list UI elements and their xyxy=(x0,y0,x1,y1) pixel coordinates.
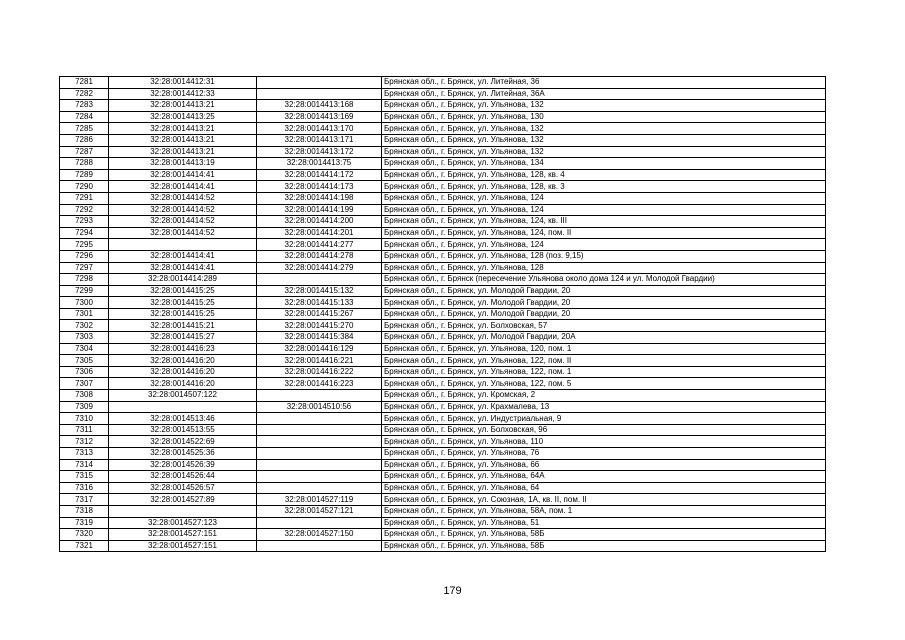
address-cell: Брянская обл., г. Брянск, ул. Ульянова, 124, кв. III xyxy=(382,216,826,228)
address-cell: Брянская обл., г. Брянск, ул. Крахмалева, 13 xyxy=(382,401,826,413)
row-number-cell: 7285 xyxy=(60,123,109,135)
land-cadastral-number-cell: 32:28:0014527:151 xyxy=(109,540,257,552)
object-cadastral-number-cell xyxy=(257,540,382,552)
address-cell: Брянская обл., г. Брянск, ул. Ульянова, 64А xyxy=(382,471,826,483)
address-cell: Брянская обл., г. Брянск, ул. Ульянова, 132 xyxy=(382,123,826,135)
row-number-cell: 7319 xyxy=(60,517,109,529)
land-cadastral-number-cell: 32:28:0014416:20 xyxy=(109,366,257,378)
land-cadastral-number-cell: 32:28:0014414:52 xyxy=(109,216,257,228)
table-row xyxy=(60,192,826,204)
table-row xyxy=(60,262,826,274)
row-number-cell: 7292 xyxy=(60,204,109,216)
object-cadastral-number-cell: 32:28:0014413:169 xyxy=(257,111,382,123)
address-cell: Брянская обл., г. Брянск, ул. Ульянова, 58А, пом. 1 xyxy=(382,505,826,517)
land-cadastral-number-cell: 32:28:0014525:36 xyxy=(109,448,257,460)
land-cadastral-number-cell: 32:28:0014413:21 xyxy=(109,134,257,146)
row-number-cell: 7287 xyxy=(60,146,109,158)
table-row xyxy=(60,517,826,529)
land-cadastral-number-cell: 32:28:0014415:25 xyxy=(109,308,257,320)
table-row xyxy=(60,413,826,425)
object-cadastral-number-cell: 32:28:0014527:121 xyxy=(257,505,382,517)
row-number-cell: 7301 xyxy=(60,308,109,320)
row-number-cell: 7296 xyxy=(60,250,109,262)
object-cadastral-number-cell xyxy=(257,390,382,402)
object-cadastral-number-cell: 32:28:0014416:129 xyxy=(257,343,382,355)
table-row xyxy=(60,355,826,367)
row-number-cell: 7288 xyxy=(60,158,109,170)
land-cadastral-number-cell: 32:28:0014414:41 xyxy=(109,169,257,181)
object-cadastral-number-cell: 32:28:0014416:221 xyxy=(257,355,382,367)
object-cadastral-number-cell: 32:28:0014414:199 xyxy=(257,204,382,216)
table-row xyxy=(60,297,826,309)
table-row xyxy=(60,366,826,378)
table-row xyxy=(60,448,826,460)
object-cadastral-number-cell: 32:28:0014414:173 xyxy=(257,181,382,193)
object-cadastral-number-cell xyxy=(257,471,382,483)
table-row xyxy=(60,529,826,541)
row-number-cell: 7308 xyxy=(60,390,109,402)
object-cadastral-number-cell: 32:28:0014413:75 xyxy=(257,158,382,170)
address-cell: Брянская обл., г. Брянск, ул. Ульянова, 128, кв. 3 xyxy=(382,181,826,193)
row-number-cell: 7302 xyxy=(60,320,109,332)
row-number-cell: 7294 xyxy=(60,227,109,239)
object-cadastral-number-cell: 32:28:0014527:150 xyxy=(257,529,382,541)
object-cadastral-number-cell: 32:28:0014415:270 xyxy=(257,320,382,332)
land-cadastral-number-cell: 32:28:0014415:25 xyxy=(109,297,257,309)
land-cadastral-number-cell: 32:28:0014413:25 xyxy=(109,111,257,123)
object-cadastral-number-cell: 32:28:0014415:132 xyxy=(257,285,382,297)
address-cell: Брянская обл., г. Брянск, ул. Ульянова, 110 xyxy=(382,436,826,448)
address-cell: Брянская обл., г. Брянск, ул. Ульянова, 124, пом. II xyxy=(382,227,826,239)
table-row xyxy=(60,227,826,239)
land-cadastral-number-cell: 32:28:0014413:21 xyxy=(109,146,257,158)
row-number-cell: 7311 xyxy=(60,424,109,436)
object-cadastral-number-cell: 32:28:0014414:200 xyxy=(257,216,382,228)
address-cell: Брянская обл., г. Брянск, ул. Ульянова, 124 xyxy=(382,239,826,251)
address-cell: Брянская обл., г. Брянск, ул. Молодой Гвардии, 20 xyxy=(382,285,826,297)
land-cadastral-number-cell: 32:28:0014413:21 xyxy=(109,123,257,135)
address-cell: Брянская обл., г. Брянск, ул. Союзная, 1А, кв. II, пом. II xyxy=(382,494,826,506)
land-cadastral-number-cell: 32:28:0014527:123 xyxy=(109,517,257,529)
address-cell: Брянская обл., г. Брянск, ул. Литейная, 36А xyxy=(382,88,826,100)
object-cadastral-number-cell: 32:28:0014414:198 xyxy=(257,192,382,204)
table-row xyxy=(60,181,826,193)
address-cell: Брянская обл., г. Брянск, ул. Ульянова, 64 xyxy=(382,482,826,494)
row-number-cell: 7286 xyxy=(60,134,109,146)
land-cadastral-number-cell: 32:28:0014414:52 xyxy=(109,204,257,216)
address-cell: Брянская обл., г. Брянск, ул. Ульянова, 120, пом. 1 xyxy=(382,343,826,355)
table-row xyxy=(60,332,826,344)
row-number-cell: 7305 xyxy=(60,355,109,367)
table-row xyxy=(60,378,826,390)
object-cadastral-number-cell: 32:28:0014413:168 xyxy=(257,100,382,112)
table-row xyxy=(60,424,826,436)
row-number-cell: 7310 xyxy=(60,413,109,425)
address-cell: Брянская обл., г. Брянск, ул. Кромская, 2 xyxy=(382,390,826,402)
land-cadastral-number-cell: 32:28:0014414:52 xyxy=(109,227,257,239)
row-number-cell: 7317 xyxy=(60,494,109,506)
address-cell: Брянская обл., г. Брянск, ул. Ульянова, 130 xyxy=(382,111,826,123)
table-row xyxy=(60,123,826,135)
table-row xyxy=(60,482,826,494)
address-cell: Брянская обл., г. Брянск, ул. Ульянова, 128, кв. 4 xyxy=(382,169,826,181)
object-cadastral-number-cell: 32:28:0014414:172 xyxy=(257,169,382,181)
address-cell: Брянская обл., г. Брянск, ул. Ульянова, 128 (поз. 9,15) xyxy=(382,250,826,262)
address-cell: Брянская обл., г. Брянск (пересечение Ульянова около дома 124 и ул. Молодой Гвардии) xyxy=(382,274,826,286)
table-row xyxy=(60,320,826,332)
address-cell: Брянская обл., г. Брянск, ул. Ульянова, 122, пом. 1 xyxy=(382,366,826,378)
address-cell: Брянская обл., г. Брянск, ул. Ульянова, 132 xyxy=(382,134,826,146)
row-number-cell: 7284 xyxy=(60,111,109,123)
table-row xyxy=(60,250,826,262)
object-cadastral-number-cell: 32:28:0014414:278 xyxy=(257,250,382,262)
land-cadastral-number-cell: 32:28:0014413:19 xyxy=(109,158,257,170)
row-number-cell: 7300 xyxy=(60,297,109,309)
row-number-cell: 7298 xyxy=(60,274,109,286)
address-cell: Брянская обл., г. Брянск, ул. Литейная, 36 xyxy=(382,77,826,89)
row-number-cell: 7297 xyxy=(60,262,109,274)
row-number-cell: 7283 xyxy=(60,100,109,112)
table-row xyxy=(60,88,826,100)
row-number-cell: 7291 xyxy=(60,192,109,204)
table-row xyxy=(60,471,826,483)
row-number-cell: 7320 xyxy=(60,529,109,541)
address-cell: Брянская обл., г. Брянск, ул. Молодой Гвардии, 20 xyxy=(382,297,826,309)
row-number-cell: 7299 xyxy=(60,285,109,297)
row-number-cell: 7295 xyxy=(60,239,109,251)
address-cell: Брянская обл., г. Брянск, ул. Ульянова, 58Б xyxy=(382,529,826,541)
table-row xyxy=(60,285,826,297)
land-cadastral-number-cell: 32:28:0014416:23 xyxy=(109,343,257,355)
address-cell: Брянская обл., г. Брянск, ул. Ульянова, 122, пом. 5 xyxy=(382,378,826,390)
object-cadastral-number-cell xyxy=(257,459,382,471)
land-cadastral-number-cell: 32:28:0014507:122 xyxy=(109,390,257,402)
table-row xyxy=(60,308,826,320)
object-cadastral-number-cell: 32:28:0014415:384 xyxy=(257,332,382,344)
table-row xyxy=(60,505,826,517)
land-cadastral-number-cell: 32:28:0014527:89 xyxy=(109,494,257,506)
row-number-cell: 7309 xyxy=(60,401,109,413)
table-row xyxy=(60,77,826,89)
table-row xyxy=(60,111,826,123)
object-cadastral-number-cell: 32:28:0014414:279 xyxy=(257,262,382,274)
table-row xyxy=(60,134,826,146)
table-row xyxy=(60,146,826,158)
land-cadastral-number-cell: 32:28:0014414:289 xyxy=(109,274,257,286)
land-cadastral-number-cell: 32:28:0014513:46 xyxy=(109,413,257,425)
object-cadastral-number-cell: 32:28:0014413:170 xyxy=(257,123,382,135)
row-number-cell: 7281 xyxy=(60,77,109,89)
address-cell: Брянская обл., г. Брянск, ул. Болховская, 57 xyxy=(382,320,826,332)
row-number-cell: 7303 xyxy=(60,332,109,344)
land-cadastral-number-cell: 32:28:0014413:21 xyxy=(109,100,257,112)
row-number-cell: 7314 xyxy=(60,459,109,471)
table-row xyxy=(60,343,826,355)
address-cell: Брянская обл., г. Брянск, ул. Ульянова, 122, пом. II xyxy=(382,355,826,367)
land-cadastral-number-cell: 32:28:0014414:41 xyxy=(109,181,257,193)
table-row xyxy=(60,169,826,181)
address-cell: Брянская обл., г. Брянск, ул. Молодой Гвардии, 20А xyxy=(382,332,826,344)
object-cadastral-number-cell: 32:28:0014415:267 xyxy=(257,308,382,320)
land-cadastral-number-cell: 32:28:0014412:33 xyxy=(109,88,257,100)
object-cadastral-number-cell xyxy=(257,88,382,100)
address-cell: Брянская обл., г. Брянск, ул. Молодой Гвардии, 20 xyxy=(382,308,826,320)
object-cadastral-number-cell: 32:28:0014414:277 xyxy=(257,239,382,251)
row-number-cell: 7313 xyxy=(60,448,109,460)
land-cadastral-number-cell: 32:28:0014415:25 xyxy=(109,285,257,297)
object-cadastral-number-cell xyxy=(257,448,382,460)
address-cell: Брянская обл., г. Брянск, ул. Ульянова, 132 xyxy=(382,146,826,158)
object-cadastral-number-cell: 32:28:0014527:119 xyxy=(257,494,382,506)
row-number-cell: 7307 xyxy=(60,378,109,390)
object-cadastral-number-cell: 32:28:0014510:56 xyxy=(257,401,382,413)
address-cell: Брянская обл., г. Брянск, ул. Болховская, 96 xyxy=(382,424,826,436)
row-number-cell: 7304 xyxy=(60,343,109,355)
object-cadastral-number-cell: 32:28:0014416:223 xyxy=(257,378,382,390)
object-cadastral-number-cell xyxy=(257,424,382,436)
row-number-cell: 7315 xyxy=(60,471,109,483)
land-cadastral-number-cell: 32:28:0014415:27 xyxy=(109,332,257,344)
object-cadastral-number-cell: 32:28:0014415:133 xyxy=(257,297,382,309)
land-cadastral-number-cell xyxy=(109,401,257,413)
table-row xyxy=(60,436,826,448)
address-cell: Брянская обл., г. Брянск, ул. Ульянова, 124 xyxy=(382,204,826,216)
row-number-cell: 7289 xyxy=(60,169,109,181)
land-cadastral-number-cell: 32:28:0014416:20 xyxy=(109,355,257,367)
address-cell: Брянская обл., г. Брянск, ул. Ульянова, 134 xyxy=(382,158,826,170)
object-cadastral-number-cell: 32:28:0014414:201 xyxy=(257,227,382,239)
row-number-cell: 7306 xyxy=(60,366,109,378)
table-row xyxy=(60,100,826,112)
table-row xyxy=(60,401,826,413)
land-cadastral-number-cell: 32:28:0014414:41 xyxy=(109,250,257,262)
row-number-cell: 7293 xyxy=(60,216,109,228)
page-number: 179 xyxy=(443,585,462,597)
table-row xyxy=(60,459,826,471)
address-cell: Брянская обл., г. Брянск, ул. Индустриальная, 9 xyxy=(382,413,826,425)
row-number-cell: 7316 xyxy=(60,482,109,494)
row-number-cell: 7321 xyxy=(60,540,109,552)
table-row xyxy=(60,204,826,216)
row-number-cell: 7318 xyxy=(60,505,109,517)
land-cadastral-number-cell xyxy=(109,505,257,517)
object-cadastral-number-cell xyxy=(257,482,382,494)
land-cadastral-number-cell: 32:28:0014414:52 xyxy=(109,192,257,204)
table-row xyxy=(60,274,826,286)
land-cadastral-number-cell: 32:28:0014414:41 xyxy=(109,262,257,274)
table-row xyxy=(60,216,826,228)
table-row xyxy=(60,158,826,170)
address-cell: Брянская обл., г. Брянск, ул. Ульянова, 128 xyxy=(382,262,826,274)
address-cell: Брянская обл., г. Брянск, ул. Ульянова, 51 xyxy=(382,517,826,529)
object-cadastral-number-cell xyxy=(257,274,382,286)
land-cadastral-number-cell: 32:28:0014415:21 xyxy=(109,320,257,332)
address-cell: Брянская обл., г. Брянск, ул. Ульянова, 58Б xyxy=(382,540,826,552)
address-cell: Брянская обл., г. Брянск, ул. Ульянова, 132 xyxy=(382,100,826,112)
land-cadastral-number-cell: 32:28:0014527:151 xyxy=(109,529,257,541)
address-cell: Брянская обл., г. Брянск, ул. Ульянова, 124 xyxy=(382,192,826,204)
address-cell: Брянская обл., г. Брянск, ул. Ульянова, 76 xyxy=(382,448,826,460)
registry-table-body xyxy=(60,77,826,552)
address-cell: Брянская обл., г. Брянск, ул. Ульянова, 66 xyxy=(382,459,826,471)
registry-table xyxy=(59,76,826,552)
land-cadastral-number-cell: 32:28:0014412:31 xyxy=(109,77,257,89)
row-number-cell: 7312 xyxy=(60,436,109,448)
land-cadastral-number-cell: 32:28:0014526:39 xyxy=(109,459,257,471)
table-row xyxy=(60,540,826,552)
object-cadastral-number-cell xyxy=(257,413,382,425)
object-cadastral-number-cell: 32:28:0014416:222 xyxy=(257,366,382,378)
land-cadastral-number-cell xyxy=(109,239,257,251)
land-cadastral-number-cell: 32:28:0014522:69 xyxy=(109,436,257,448)
land-cadastral-number-cell: 32:28:0014416:20 xyxy=(109,378,257,390)
object-cadastral-number-cell: 32:28:0014413:172 xyxy=(257,146,382,158)
row-number-cell: 7282 xyxy=(60,88,109,100)
object-cadastral-number-cell xyxy=(257,517,382,529)
row-number-cell: 7290 xyxy=(60,181,109,193)
table-row xyxy=(60,494,826,506)
land-cadastral-number-cell: 32:28:0014526:57 xyxy=(109,482,257,494)
land-cadastral-number-cell: 32:28:0014513:55 xyxy=(109,424,257,436)
table-row xyxy=(60,390,826,402)
table-row xyxy=(60,239,826,251)
object-cadastral-number-cell: 32:28:0014413:171 xyxy=(257,134,382,146)
object-cadastral-number-cell xyxy=(257,436,382,448)
object-cadastral-number-cell xyxy=(257,77,382,89)
land-cadastral-number-cell: 32:28:0014526:44 xyxy=(109,471,257,483)
